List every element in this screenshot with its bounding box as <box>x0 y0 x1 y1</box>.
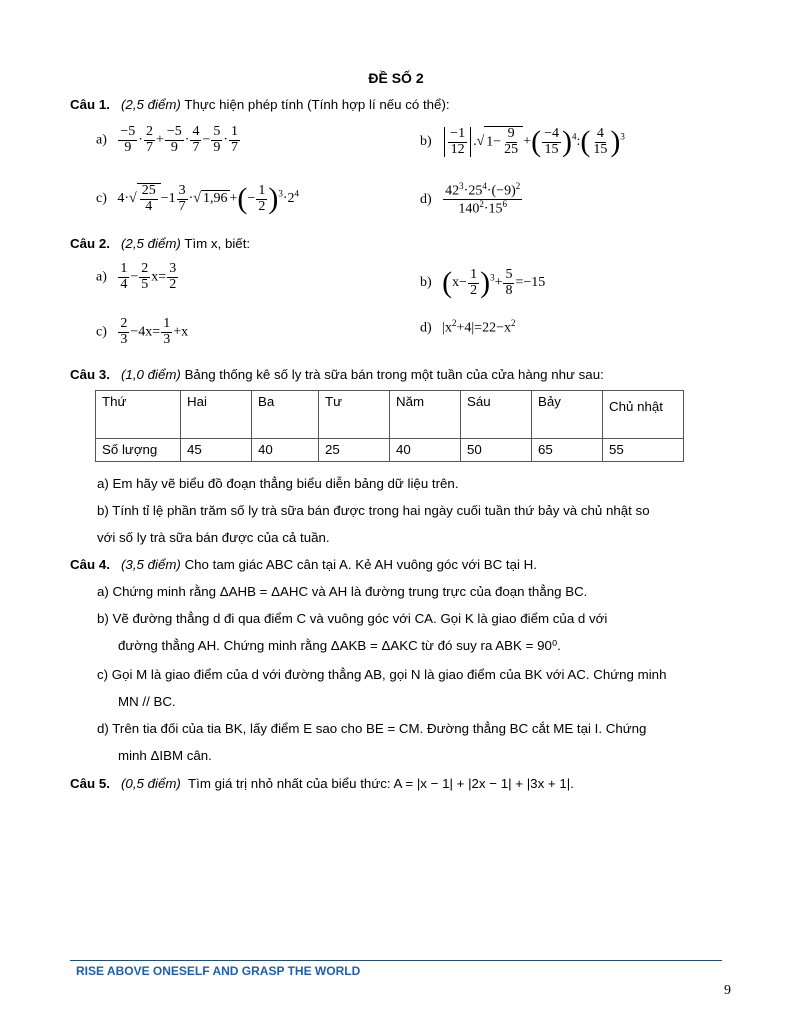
question-5 <box>70 776 574 791</box>
q4-part-b-line1: b) Vẽ đường thẳng d đi qua điểm C và vuông góc với CA. Gọi K là giao điểm của d với <box>97 611 608 626</box>
question-2-score: (2,5 điểm) <box>121 236 181 251</box>
question-5-score: (0,5 điểm) <box>121 776 181 791</box>
table-cell: 40 <box>390 439 461 462</box>
q4-part-d-line1: d) Trên tia đối của tia BK, lấy điểm E sao cho BE = CM. Đường thẳng BC cắt ME tại I. Chứng <box>97 721 647 736</box>
q4-part-c-line2: MN // BC. <box>118 694 176 709</box>
question-3-text: Bảng thống kê số ly trà sữa bán trong một tuần của cửa hàng như sau: <box>184 367 604 382</box>
question-4-number: Câu 4. <box>70 557 110 572</box>
q2a-equation: a) $\frac{1}{4}$ − $\frac{2}{5}$ x= $\frac{3}{2}$ <box>96 261 177 292</box>
q1d-expression: d) $\frac{42^3\cdot 25^4\cdot(-9)^2}{140^2\cdot 15^6}$ <box>420 181 521 217</box>
table-header-cell: Ba <box>252 391 319 439</box>
q4-part-c-line1: c) Gọi M là giao điểm của d với đường thẳng AB, gọi N là giao điểm của BK với AC. Chứng minh <box>97 667 667 682</box>
q1b-expression: b) $\frac{-1}{12}$ .√ 1− $\frac{9}{25}$ +( $\frac{-4}{15}$ )$^4$:( $\frac{4}{15}$ )$^3$ <box>420 125 625 158</box>
question-5-number: Câu 5. <box>70 776 110 791</box>
q2c-equation: c) $\frac{2}{3}$ −4x= $\frac{1}{3}$ +x <box>96 316 189 347</box>
q3-part-b-line1: b) Tính tỉ lệ phần trăm số ly trà sữa bán được trong hai ngày cuối tuần thứ bảy và chủ nhật so <box>97 503 650 518</box>
question-4-score: (3,5 điểm) <box>121 557 181 572</box>
table-cell: 50 <box>461 439 532 462</box>
question-1 <box>70 97 450 112</box>
table-cell: 65 <box>532 439 603 462</box>
question-3 <box>70 367 604 382</box>
q1c-expression: c) 4·√ $\frac{25}{4}$ −1 $\frac{3}{7}$ ·√ 1,96 +(− $\frac{1}{2}$ )$^3\cdot 2^4$ <box>96 182 299 215</box>
question-1-score: (2,5 điểm) <box>121 97 181 112</box>
q2d-equation: d) $|x^2+4|=22-x^2$ <box>420 318 516 336</box>
table-header-cell: Năm <box>390 391 461 439</box>
q1a-expression: a) $\frac{-5}{9}$ · $\frac{2}{7}$ + $\frac{-5}{9}$ · $\frac{4}{7}$ − $\frac{5}{9}$ · $\frac{1}{7}$ <box>96 124 239 155</box>
table-header-cell: Sáu <box>461 391 532 439</box>
question-3-score: (1,0 điểm) <box>121 367 181 382</box>
question-4 <box>70 557 537 572</box>
q4-part-d-line2: minh ΔIBM cân. <box>118 748 212 763</box>
page-title: ĐỀ SỐ 2 <box>368 70 424 86</box>
question-1-text: Thực hiện phép tính (Tính hợp lí nếu có thể): <box>184 97 450 112</box>
footer-divider <box>70 960 722 961</box>
question-2-number: Câu 2. <box>70 236 110 251</box>
q2b-equation: b) (x− $\frac{1}{2}$ )$^3$+ $\frac{5}{8}$ =−15 <box>420 266 546 299</box>
question-4-text: Cho tam giác ABC cân tại A. Kẻ AH vuông góc với BC tại H. <box>184 557 537 572</box>
q3-part-b-line2: với số ly trà sữa bán được của cả tuần. <box>97 530 330 545</box>
table-row <box>96 439 684 462</box>
table-row-label: Số lượng <box>96 439 181 462</box>
table-header-cell: Tư <box>319 391 390 439</box>
table-header-cell: Hai <box>181 391 252 439</box>
question-5-text: Tìm giá trị nhỏ nhất của biểu thức: A = |x − 1| + |2x − 1| + |3x + 1|. <box>188 776 574 791</box>
question-2-text: Tìm x, biết: <box>184 236 251 251</box>
question-3-number: Câu 3. <box>70 367 110 382</box>
sales-table <box>95 390 684 462</box>
table-cell: 45 <box>181 439 252 462</box>
table-cell: 40 <box>252 439 319 462</box>
q4-part-b-line2: đường thẳng AH. Chứng minh rằng ΔAKB = ΔAKC từ đó suy ra ABK = 90⁰. <box>118 638 561 653</box>
table-cell: 25 <box>319 439 390 462</box>
table-header-cell: Chủ nhật <box>603 391 684 439</box>
question-2 <box>70 236 250 251</box>
table-header-cell: Thứ <box>96 391 181 439</box>
table-header-cell: Bảy <box>532 391 603 439</box>
q4-part-a: a) Chứng minh rằng ΔAHB = ΔAHC và AH là đường trung trực của đoạn thẳng BC. <box>97 584 588 599</box>
table-header-row <box>96 391 684 439</box>
page-number: 9 <box>724 983 731 998</box>
question-1-number: Câu 1. <box>70 97 110 112</box>
q3-part-a: a) Em hãy vẽ biểu đồ đoạn thẳng biểu diễn bảng dữ liệu trên. <box>97 476 459 491</box>
table-cell: 55 <box>603 439 684 462</box>
footer-slogan: RISE ABOVE ONESELF AND GRASP THE WORLD <box>76 964 361 978</box>
